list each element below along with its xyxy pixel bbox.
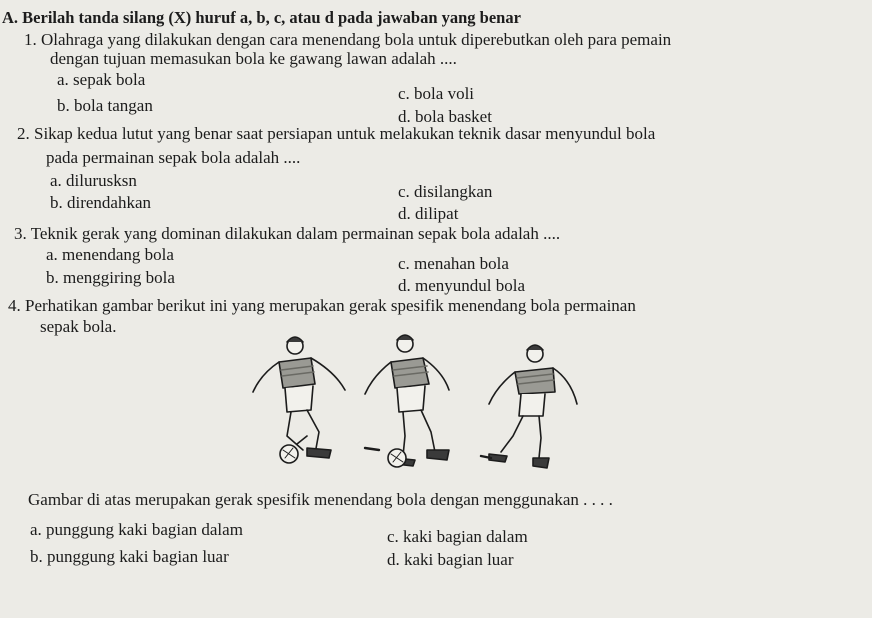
option-3b[interactable]: b. menggiring bola	[46, 268, 175, 287]
option-4d[interactable]: d. kaki bagian luar	[387, 550, 514, 569]
option-2b[interactable]: b. direndahkan	[50, 193, 152, 212]
option-4a[interactable]: a. punggung kaki bagian dalam	[30, 520, 243, 539]
option-4c[interactable]: c. kaki bagian dalam	[387, 527, 528, 546]
option-3a[interactable]: a. menendang bola	[46, 245, 174, 264]
question-4-text-cont: sepak bola.	[40, 317, 117, 336]
option-3d[interactable]: d. menyundul bola	[398, 276, 526, 295]
option-2d[interactable]: d. dilipat	[398, 204, 459, 223]
option-1b[interactable]: b. bola tangan	[57, 96, 153, 115]
instruction-heading: A. Berilah tanda silang (X) huruf a, b, c, atau d pada jawaban yang benar	[2, 8, 521, 27]
option-2c[interactable]: c. disilangkan	[398, 182, 493, 201]
option-1d[interactable]: d. bola basket	[398, 107, 492, 126]
option-4b[interactable]: b. punggung kaki bagian luar	[30, 547, 229, 566]
question-3-text: 3. Teknik gerak yang dominan dilakukan dalam permainan sepak bola adalah ....	[14, 224, 561, 243]
player-figure-2	[365, 335, 449, 467]
question-1-text-cont: dengan tujuan memasukan bola ke gawang lawan adalah ....	[50, 49, 457, 68]
player-figure-3	[481, 345, 577, 468]
question-4-text: 4. Perhatikan gambar berikut ini yang merupakan gerak spesifik menendang bola permainan	[8, 296, 636, 315]
kicking-sequence-illustration	[245, 332, 585, 472]
question-4-caption: Gambar di atas merupakan gerak spesifik menendang bola dengan menggunakan . . . .	[28, 490, 613, 509]
option-2a[interactable]: a. dilurusksn	[50, 171, 137, 190]
player-figure-1	[253, 337, 345, 463]
question-2-text-cont: pada permainan sepak bola adalah ....	[46, 148, 301, 167]
option-1a[interactable]: a. sepak bola	[57, 70, 146, 89]
option-1c[interactable]: c. bola voli	[398, 84, 475, 103]
option-3c[interactable]: c. menahan bola	[398, 254, 509, 273]
question-1-text: 1. Olahraga yang dilakukan dengan cara menendang bola untuk diperebutkan oleh para pemain	[24, 30, 672, 49]
question-2-text: 2. Sikap kedua lutut yang benar saat persiapan untuk melakukan teknik dasar menyundul bola	[17, 124, 656, 143]
